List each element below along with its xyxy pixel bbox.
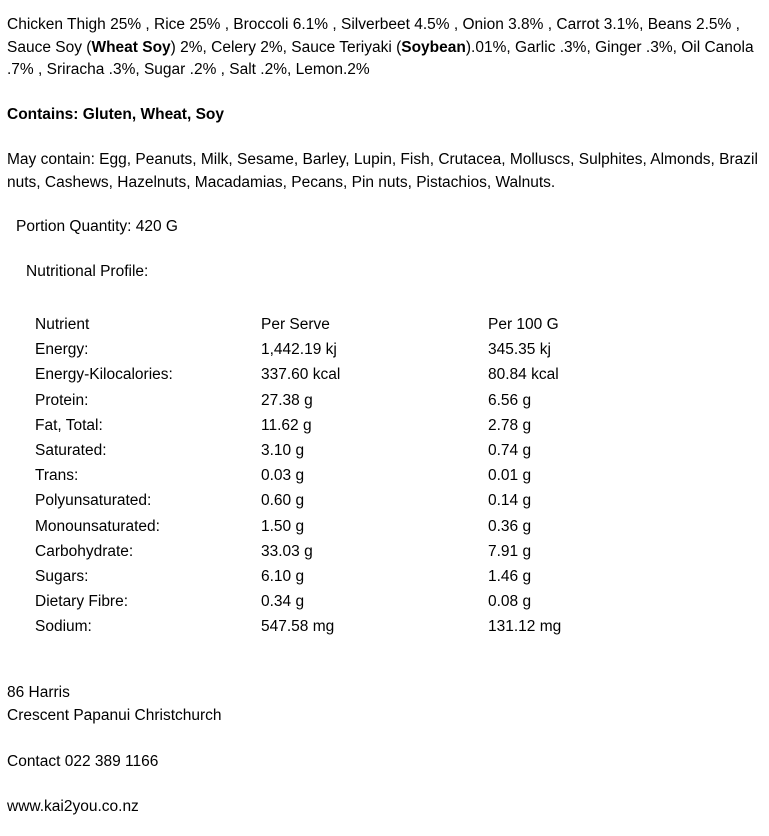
website-url: www.kai2you.co.nz	[7, 798, 139, 815]
ingredients-text-3: ).01%, Garlic .3%, Ginger .3%, Oil Canola .7% , Sriracha .3%, Sugar .2% , Salt .2%, Lemon.2%	[7, 38, 754, 78]
per-serve-value: 547.58 mg	[261, 618, 335, 636]
per-100g-value: 7.91 g	[488, 542, 532, 560]
per-100g-value: 1.46 g	[488, 568, 532, 586]
address-line-2: Crescent Papanui Christchurch	[7, 706, 222, 724]
per-serve-value: 27.38 g	[261, 391, 313, 409]
nutrition-table-row	[35, 488, 608, 513]
per-100g-value: 0.08 g	[488, 593, 532, 611]
nutrition-table-row	[35, 564, 608, 589]
nutrient-name: Saturated:	[35, 442, 107, 460]
per-100g-value: 0.36 g	[488, 517, 532, 535]
nutrient-name: Trans:	[35, 467, 79, 485]
per-serve-value: 1,442.19 kj	[261, 341, 337, 359]
per-100g-value: 2.78 g	[488, 416, 532, 434]
nutrient-name: Sugars:	[35, 568, 89, 586]
ingredients-text-1: Chicken Thigh 25% , Rice 25% , Broccoli 6.1% , Silverbeet 4.5% , Onion 3.8% , Carrot 3.1%, Beans 2.5% , Sauce Soy (	[7, 16, 740, 56]
per-serve-value: 0.60 g	[261, 492, 305, 510]
nutrient-name: Sodium:	[35, 618, 92, 636]
per-serve-value: 11.62 g	[261, 416, 312, 434]
per-serve-value: 33.03 g	[261, 542, 313, 560]
ingredients-text-2: ) 2%, Celery 2%, Sauce Teriyaki (	[170, 38, 402, 56]
nutritional-profile-title: Nutritional Profile:	[26, 263, 149, 280]
nutrient-name: Fat, Total:	[35, 416, 103, 434]
per-serve-value: 337.60 kcal	[261, 366, 341, 384]
nutrition-table-row	[35, 463, 608, 488]
ingredients-allergen-wheat-soy: Wheat Soy	[91, 38, 171, 56]
contains-statement: Contains: Gluten, Wheat, Soy	[7, 106, 225, 123]
portion-quantity: Portion Quantity: 420 G	[16, 218, 178, 235]
nutrition-table-row	[35, 614, 608, 639]
per-serve-value: 0.03 g	[261, 467, 305, 485]
nutrition-table-row	[35, 514, 608, 539]
nutrient-name: Energy:	[35, 341, 89, 359]
nutrient-name: Protein:	[35, 391, 89, 409]
nutrition-table-row	[35, 539, 608, 564]
nutrition-table	[35, 312, 608, 640]
per-serve-value: 6.10 g	[261, 568, 305, 586]
ingredients-allergen-soybean: Soybean	[401, 38, 466, 56]
nutrition-table-row	[35, 589, 608, 614]
nutrient-name: Polyunsaturated:	[35, 492, 152, 510]
per-100g-value: 6.56 g	[488, 391, 532, 409]
nutrition-table-row	[35, 337, 608, 362]
address-line-1: 86 Harris	[7, 684, 70, 701]
header-per-100g: Per 100 G	[488, 316, 559, 333]
address	[7, 682, 765, 727]
nutrient-name: Dietary Fibre:	[35, 593, 129, 611]
per-serve-value: 1.50 g	[261, 517, 305, 535]
ingredients-list	[7, 14, 765, 82]
nutrition-table-row	[35, 438, 608, 463]
header-nutrient: Nutrient	[35, 316, 90, 333]
per-100g-value: 0.01 g	[488, 467, 532, 485]
nutrient-name: Energy-Kilocalories:	[35, 366, 173, 384]
nutrient-name: Monounsaturated:	[35, 517, 160, 535]
may-contain-statement: May contain: Egg, Peanuts, Milk, Sesame, Barley, Lupin, Fish, Crutacea, Molluscs, Sulphites, Almonds, Brazil nuts, Cashews, Hazelnuts, Macadamias, Pecans, Pin nuts, Pistachios, Walnuts.	[7, 151, 758, 191]
per-serve-value: 0.34 g	[261, 593, 305, 611]
contact-phone: Contact 022 389 1166	[7, 753, 159, 770]
nutrition-table-header	[35, 312, 608, 337]
per-serve-value: 3.10 g	[261, 442, 305, 460]
nutrition-table-row	[35, 413, 608, 438]
nutrition-table-row	[35, 362, 608, 387]
header-per-serve: Per Serve	[261, 316, 330, 333]
per-100g-value: 345.35 kj	[488, 341, 551, 359]
per-100g-value: 131.12 mg	[488, 618, 562, 636]
per-100g-value: 80.84 kcal	[488, 366, 559, 384]
nutrient-name: Carbohydrate:	[35, 542, 134, 560]
per-100g-value: 0.74 g	[488, 442, 532, 460]
nutrition-table-row	[35, 388, 608, 413]
per-100g-value: 0.14 g	[488, 492, 532, 510]
